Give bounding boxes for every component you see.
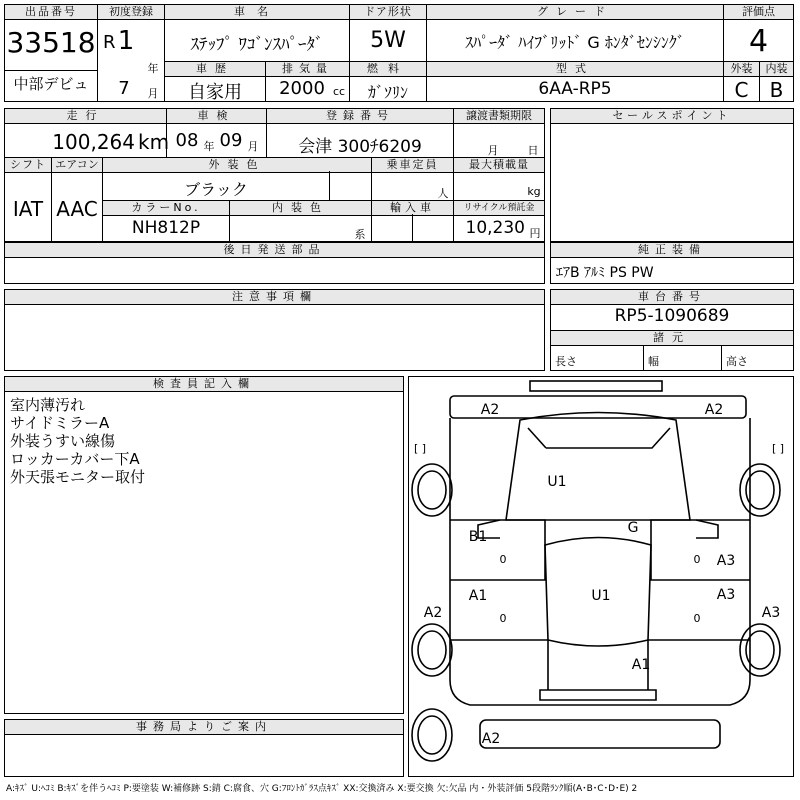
- reg-year: 1: [117, 26, 135, 56]
- colorno-value: NH812P: [131, 218, 201, 238]
- door-label: ドア形状: [350, 5, 426, 20]
- score-value: 4: [748, 24, 769, 59]
- history-value: 自家用: [188, 82, 242, 103]
- sales-point-box: [550, 108, 794, 242]
- mark-b1: B1: [468, 529, 488, 545]
- mark-a2-l: A2: [423, 605, 443, 621]
- car-name: ｽﾃｯﾌﾟ ﾜｺﾞﾝｽﾊﾟｰﾀﾞ: [190, 35, 324, 55]
- grade-label: グレード: [427, 5, 723, 20]
- history-label: 車歴: [164, 61, 266, 77]
- transfer-month-unit: 月: [487, 144, 499, 157]
- equipment-value: ｴｱB ｱﾙﾐ PS PW: [556, 265, 654, 281]
- ac-label: エアコン: [51, 157, 103, 173]
- color-value: ブラック: [184, 180, 248, 199]
- inspector-line: ロッカーカバー下A: [10, 450, 140, 468]
- door-value: 5W: [370, 28, 406, 53]
- bracket-right: [ ]: [771, 442, 785, 455]
- insp-month-unit: 月: [247, 140, 259, 153]
- mark-zero-4: 0: [693, 612, 701, 625]
- capacity-label: 乗車定員: [371, 157, 454, 173]
- color-label: 外装色: [102, 157, 372, 173]
- load-label: 最大積載量: [453, 157, 545, 173]
- mark-a2-tl: A2: [480, 402, 500, 418]
- lot-number: 33518: [6, 26, 96, 59]
- later-parts-label: 後日発送部品: [5, 243, 544, 258]
- mark-a1-l: A1: [468, 588, 488, 604]
- damage-diagram-box: [408, 376, 794, 777]
- dims-width: 幅: [648, 355, 659, 368]
- mark-a2-bot: A2: [481, 731, 501, 747]
- interior-label: 内装: [759, 61, 794, 77]
- inspector-label: 検査員記入欄: [5, 377, 403, 392]
- dims-label: 諸元: [551, 330, 793, 346]
- legend-footer: A:ｷｽﾞ U:ﾍｺﾐ B:ｷｽﾞを伴うﾍｺﾐ P:要塗装 W:補修跡 S:錆 C:腐食、穴 G:ﾌﾛﾝﾄｶﾞﾗｽ点ｷｽﾞ XX:交換済み X:要交換 欠:欠品 内・外装評価 5段階ﾗﾝｸ順(A･B･C･D･E) 2: [6, 784, 638, 794]
- color-divider: [329, 171, 330, 201]
- mileage-label: 走行: [5, 109, 166, 124]
- model-value: 6AA-RP5: [538, 79, 612, 99]
- lot-label: 出品番号: [5, 5, 97, 20]
- recycle-unit: 円: [529, 227, 541, 240]
- fuel-label: 燃料: [349, 61, 427, 77]
- inspection-label: 車検: [167, 109, 266, 124]
- dims-length: 長さ: [555, 355, 577, 368]
- score-label: 評価点: [724, 5, 793, 20]
- interior-grade: B: [769, 78, 784, 102]
- equipment-label: 純正装備: [551, 243, 793, 258]
- regno-label: 登録番号: [267, 109, 453, 124]
- inspector-line: サイドミラーA: [10, 414, 110, 432]
- mark-g: G: [627, 520, 639, 536]
- intcolor-label: 内装色: [229, 200, 372, 216]
- chassis-label: 車台番号: [551, 290, 793, 305]
- reg-month: 7: [118, 78, 130, 99]
- inspector-line: 室内薄汚れ: [10, 396, 86, 414]
- name-label: 車名: [165, 5, 349, 20]
- transfer-day-unit: 日: [527, 144, 539, 157]
- intcolor-unit: 系: [354, 228, 366, 241]
- displacement-value: 2000: [279, 78, 325, 99]
- mark-a3-r2: A3: [716, 587, 736, 603]
- load-unit: kg: [527, 185, 541, 198]
- mileage-unit: km: [138, 130, 170, 154]
- inspector-line: 外天張モニター取付: [10, 468, 146, 486]
- insp-year: 08: [175, 130, 199, 151]
- chassis-value: RP5-1090689: [614, 306, 730, 326]
- office-label: 事務局よりご案内: [5, 720, 403, 735]
- month-unit: 月: [147, 87, 159, 100]
- recycle-label: リサイクル預託金: [453, 200, 545, 216]
- era: R: [103, 32, 116, 53]
- mark-zero-2: 0: [499, 612, 507, 625]
- bracket-left: [ ]: [413, 442, 427, 455]
- inspector-line: 外装うすい線傷: [10, 432, 116, 450]
- import-label: 輸入車: [371, 200, 454, 216]
- shift-value: IAT: [12, 197, 44, 221]
- debut-label: 中部デビュ: [5, 70, 97, 94]
- mileage-value: 100,264: [52, 130, 135, 154]
- recycle-value: 10,230: [465, 218, 525, 238]
- mark-zero-1: 0: [499, 553, 507, 566]
- mark-u1-top: U1: [547, 474, 567, 490]
- notes-label: 注意事項欄: [5, 290, 544, 305]
- capacity-unit: 人: [437, 187, 449, 200]
- shift-label: シフト: [4, 157, 52, 173]
- mark-a2-tr: A2: [704, 402, 724, 418]
- displacement-label: 排気量: [265, 61, 350, 77]
- model-label: 型式: [426, 61, 724, 77]
- sales-point-label: セールスポイント: [551, 109, 793, 124]
- exterior-label: 外装: [723, 61, 760, 77]
- year-unit: 年: [147, 62, 159, 75]
- insp-year-unit: 年: [203, 140, 215, 153]
- insp-month: 09: [219, 130, 243, 151]
- fuel-value: ｶﾞｿﾘﾝ: [367, 83, 408, 102]
- dims-height: 高さ: [726, 355, 748, 368]
- mark-a1-bot: A1: [631, 657, 651, 673]
- import-divider: [412, 214, 413, 242]
- transfer-label: 譲渡書類期限: [454, 109, 544, 124]
- mark-a3-r1: A3: [716, 553, 736, 569]
- grade-value: ｽﾊﾟｰﾀﾞ ﾊｲﾌﾞﾘｯﾄﾞ G ﾎﾝﾀﾞｾﾝｼﾝｸﾞ: [465, 33, 685, 52]
- colorno-label: カラーNo.: [102, 200, 230, 216]
- mark-a3-r: A3: [761, 605, 781, 621]
- inspector-lines: [10, 396, 390, 486]
- first-reg-label: 初度登録: [98, 5, 164, 20]
- mark-u1-mid: U1: [591, 588, 611, 604]
- ac-value: AAC: [56, 197, 98, 221]
- regno-value: 会津 300ﾁ6209: [298, 137, 422, 157]
- exterior-grade: C: [734, 78, 749, 102]
- mark-zero-3: 0: [693, 553, 701, 566]
- displacement-unit: cc: [332, 85, 346, 98]
